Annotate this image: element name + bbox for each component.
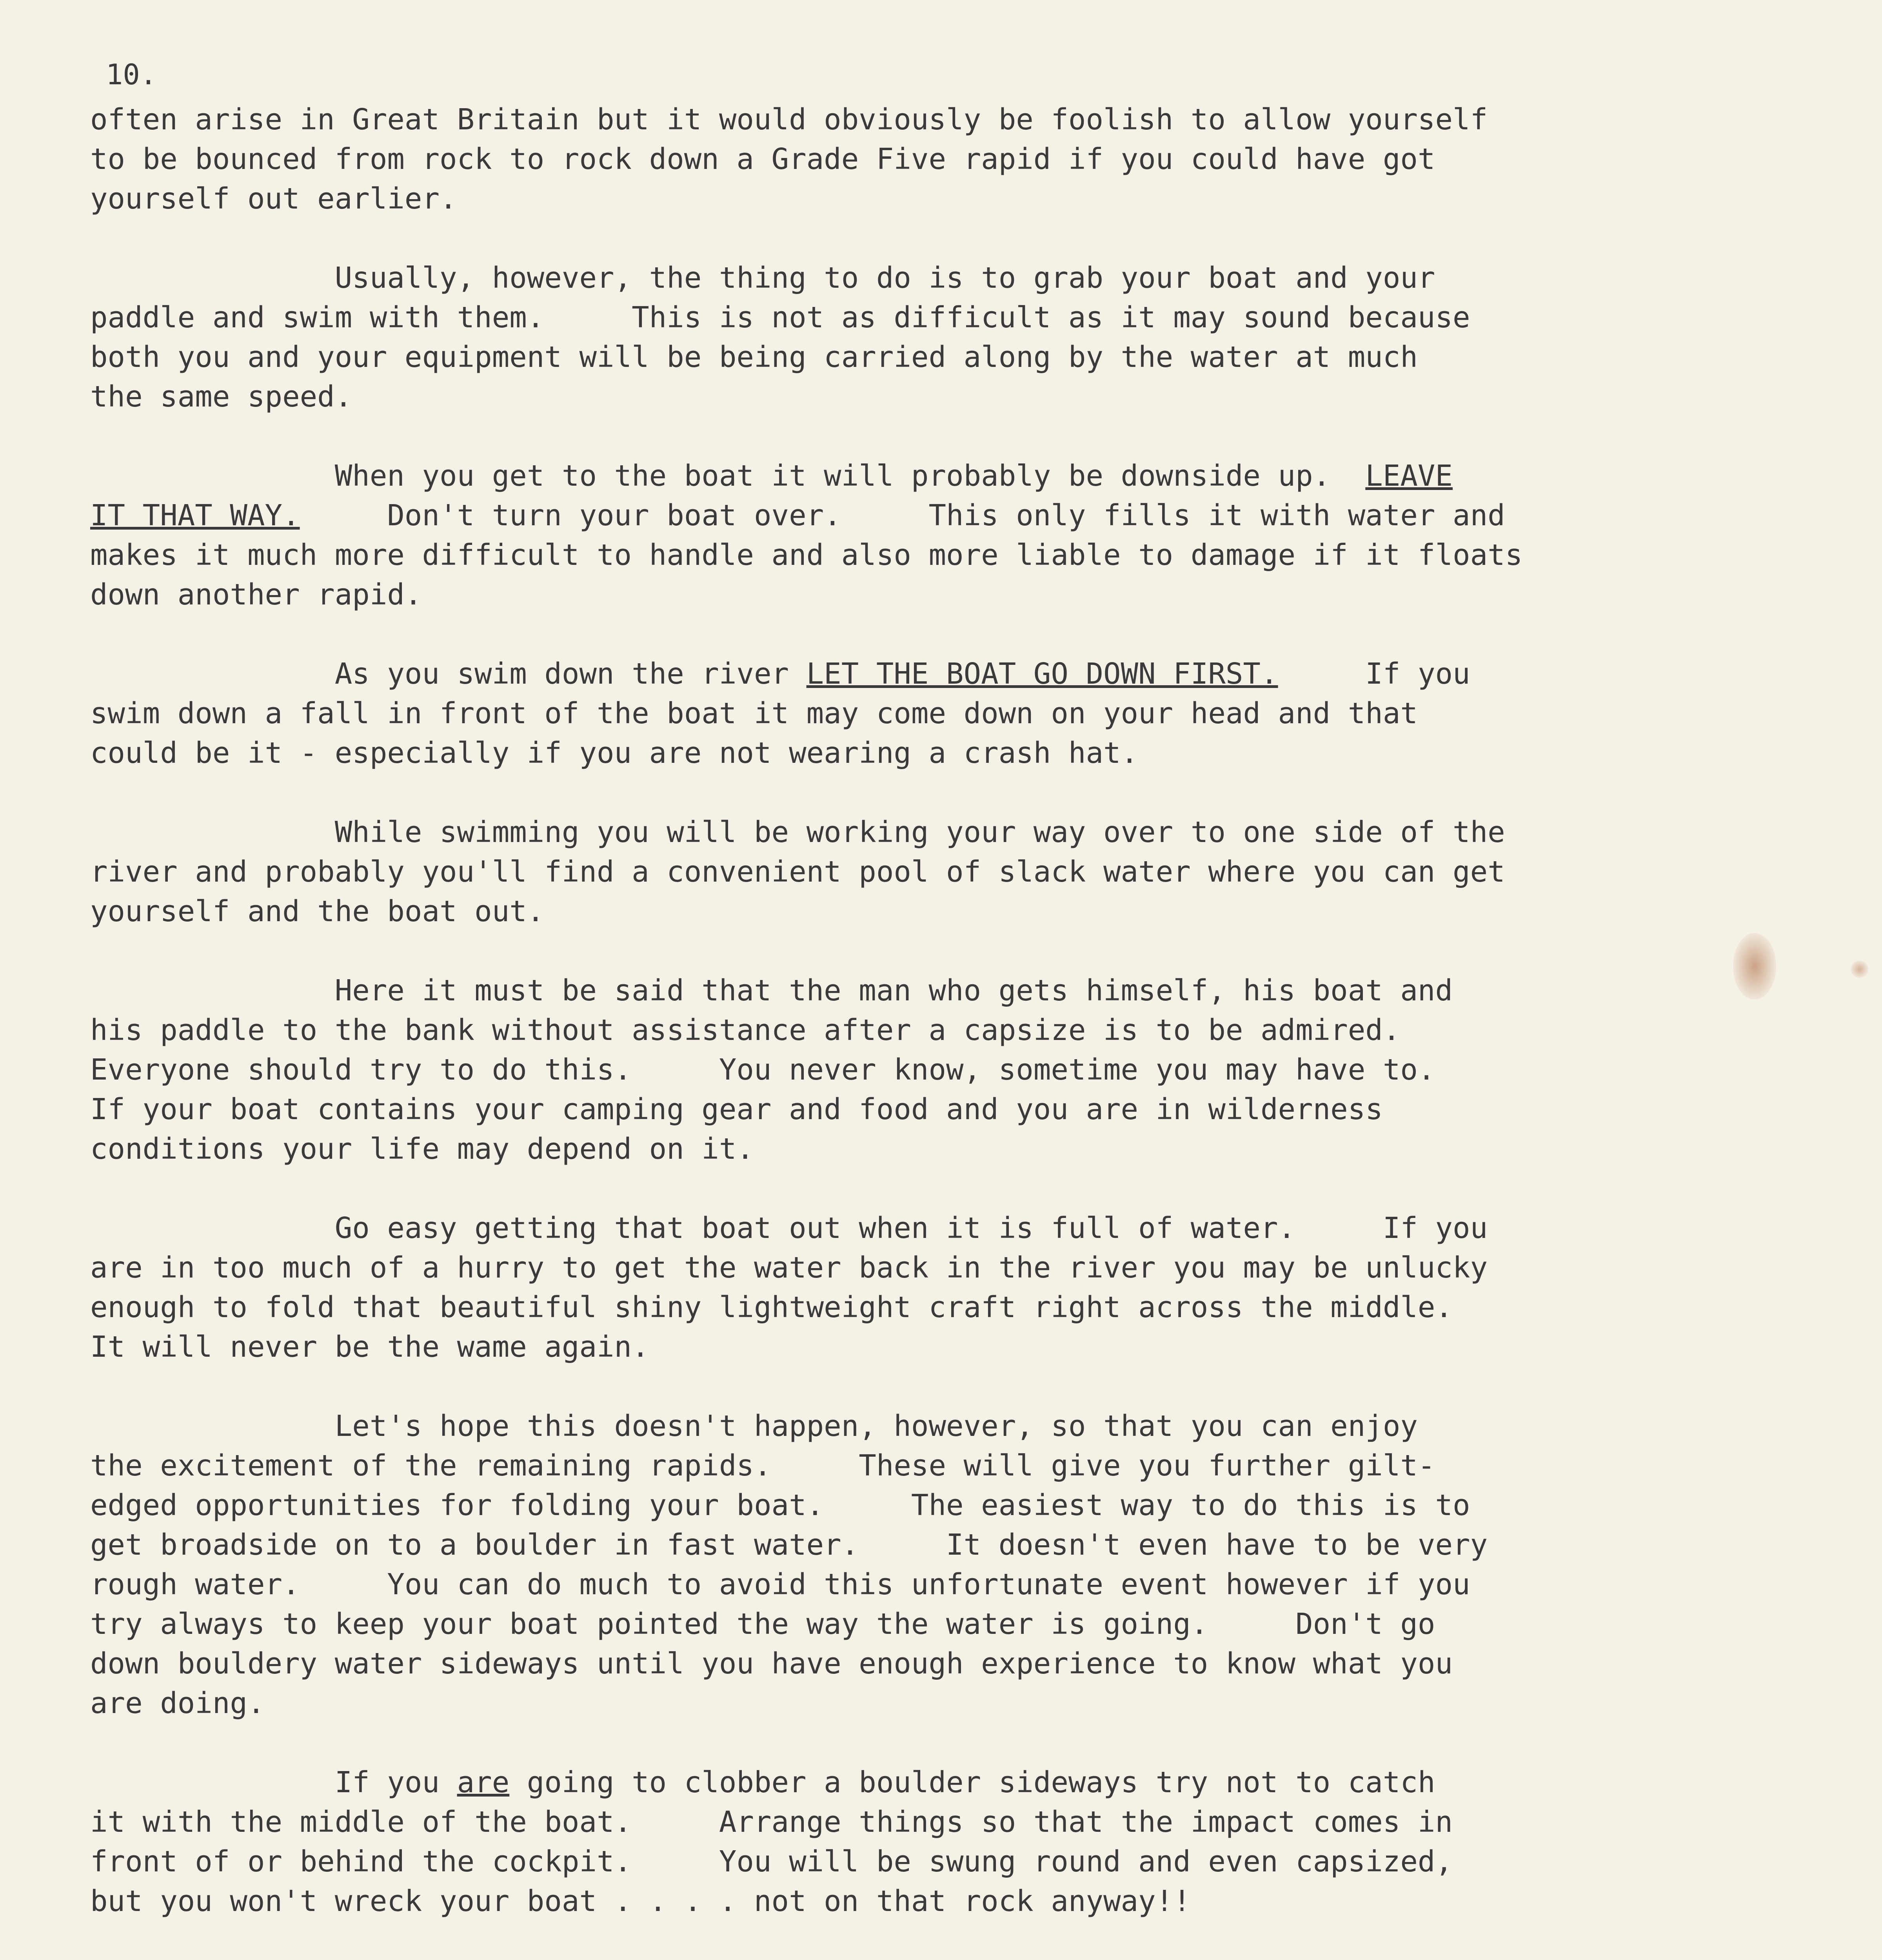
text-line — [90, 575, 1721, 615]
text-segment: enough to fold that beautiful shiny lightweight craft right across the middle. — [90, 1290, 1453, 1324]
underlined-text: IT THAT WAY. — [90, 499, 300, 532]
text-line — [90, 1129, 1721, 1169]
paragraph — [90, 456, 1721, 615]
text-line — [90, 1406, 1721, 1446]
text-line — [90, 892, 1721, 931]
body-text — [90, 100, 1721, 1960]
paragraph — [90, 1763, 1721, 1921]
text-line — [90, 1763, 1721, 1802]
text-line — [90, 258, 1721, 298]
text-segment: the same speed. — [90, 380, 352, 414]
underlined-text: LET THE BOAT GO DOWN FIRST. — [806, 657, 1278, 691]
text-line — [90, 971, 1721, 1011]
text-line — [90, 456, 1721, 496]
text-line — [90, 1288, 1721, 1327]
text-line — [90, 1565, 1721, 1604]
text-segment: both you and your equipment will be being carried along by the water at much — [90, 340, 1418, 374]
text-segment: Everyone should try to do this. You never know, sometime you may have to. — [90, 1053, 1435, 1087]
text-segment: it with the middle of the boat. Arrange things so that the impact comes in — [90, 1805, 1453, 1839]
text-segment: Don't turn your boat over. This only fills it with water and — [300, 499, 1505, 532]
text-segment: going to clobber a boulder sideways try not to catch — [509, 1766, 1435, 1799]
text-line — [90, 1525, 1721, 1565]
text-line — [90, 1882, 1721, 1921]
text-line — [90, 1644, 1721, 1684]
paragraph — [90, 1209, 1721, 1367]
text-segment: If your boat contains your camping gear and food and you are in wilderness — [90, 1093, 1383, 1126]
text-segment: conditions your life may depend on it. — [90, 1132, 754, 1166]
paragraph — [90, 971, 1721, 1169]
text-line — [90, 338, 1721, 377]
text-segment: As you swim down the river — [90, 657, 807, 691]
text-line — [90, 1011, 1721, 1050]
text-line — [90, 1209, 1721, 1248]
text-segment: Usually, however, the thing to do is to grab your boat and your — [90, 261, 1435, 295]
ink-dot — [1851, 960, 1868, 978]
text-segment: rough water. You can do much to avoid this unfortunate event however if you — [90, 1568, 1470, 1601]
text-segment: down another rapid. — [90, 578, 422, 612]
text-line — [90, 813, 1721, 852]
text-line — [90, 1486, 1721, 1525]
text-segment: down bouldery water sideways until you have enough experience to know what you — [90, 1647, 1453, 1681]
text-line — [90, 179, 1721, 219]
text-line — [90, 694, 1721, 733]
text-segment: edged opportunities for folding your boat. The easiest way to do this is to — [90, 1488, 1470, 1522]
paragraph — [90, 258, 1721, 417]
text-segment: Go easy getting that boat out when it is full of water. If you — [90, 1211, 1488, 1245]
text-segment: but you won't wreck your boat . . . . not on that rock anyway!! — [90, 1884, 1191, 1918]
text-line — [90, 1248, 1721, 1288]
text-line — [90, 298, 1721, 338]
text-segment: Let's hope this doesn't happen, however, so that you can enjoy — [90, 1409, 1418, 1443]
text-line — [90, 1684, 1721, 1723]
text-line — [90, 100, 1721, 140]
text-segment: If you — [1278, 657, 1470, 691]
text-segment: to be bounced from rock to rock down a Grade Five rapid if you could have got — [90, 142, 1435, 176]
text-segment: Here it must be said that the man who gets himself, his boat and — [90, 974, 1453, 1007]
paragraph — [90, 100, 1721, 219]
text-segment: the excitement of the remaining rapids. These will give you further gilt- — [90, 1449, 1435, 1483]
text-line — [90, 1050, 1721, 1090]
text-segment: are in too much of a hurry to get the water back in the river you may be unlucky — [90, 1251, 1488, 1285]
text-segment: front of or behind the cockpit. You will be swung round and even capsized, — [90, 1845, 1453, 1878]
text-line — [90, 496, 1721, 535]
text-segment: yourself out earlier. — [90, 182, 457, 216]
text-line — [90, 1802, 1721, 1842]
text-line — [90, 852, 1721, 892]
underlined-text: are — [457, 1766, 510, 1799]
text-line — [90, 654, 1721, 694]
text-segment: paddle and swim with them. This is not as difficult as it may sound because — [90, 301, 1470, 334]
text-segment: yourself and the boat out. — [90, 895, 545, 928]
text-segment: often arise in Great Britain but it would obviously be foolish to allow yourself — [90, 103, 1488, 136]
page-number: 10. — [106, 58, 157, 91]
text-line — [90, 1446, 1721, 1486]
text-segment: If you — [90, 1766, 457, 1799]
text-line — [90, 733, 1721, 773]
ink-stain — [1733, 933, 1776, 1000]
text-segment: his paddle to the bank without assistance after a capsize is to be admired. — [90, 1013, 1401, 1047]
paragraph — [90, 813, 1721, 931]
text-segment: get broadside on to a boulder in fast water. It doesn't even have to be very — [90, 1528, 1488, 1562]
underlined-text: LEAVE — [1365, 459, 1453, 493]
text-segment: It will never be the wame again. — [90, 1330, 649, 1364]
text-segment: could be it - especially if you are not wearing a crash hat. — [90, 736, 1139, 770]
text-line — [90, 1604, 1721, 1644]
text-line — [90, 1090, 1721, 1129]
text-line — [90, 1327, 1721, 1367]
text-segment: When you get to the boat it will probably be downside up. — [90, 459, 1366, 493]
text-line — [90, 377, 1721, 417]
text-segment: river and probably you'll find a convenient pool of slack water where you can get — [90, 855, 1505, 889]
text-line — [90, 140, 1721, 179]
text-line — [90, 535, 1721, 575]
paragraph — [90, 1406, 1721, 1723]
text-segment: swim down a fall in front of the boat it may come down on your head and that — [90, 697, 1418, 730]
text-segment: try always to keep your boat pointed the way the water is going. Don't go — [90, 1607, 1435, 1641]
paragraph — [90, 654, 1721, 773]
text-segment: makes it much more difficult to handle and also more liable to damage if it floats — [90, 538, 1523, 572]
text-segment: While swimming you will be working your way over to one side of the — [90, 815, 1505, 849]
text-line — [90, 1842, 1721, 1882]
text-segment: are doing. — [90, 1686, 265, 1720]
